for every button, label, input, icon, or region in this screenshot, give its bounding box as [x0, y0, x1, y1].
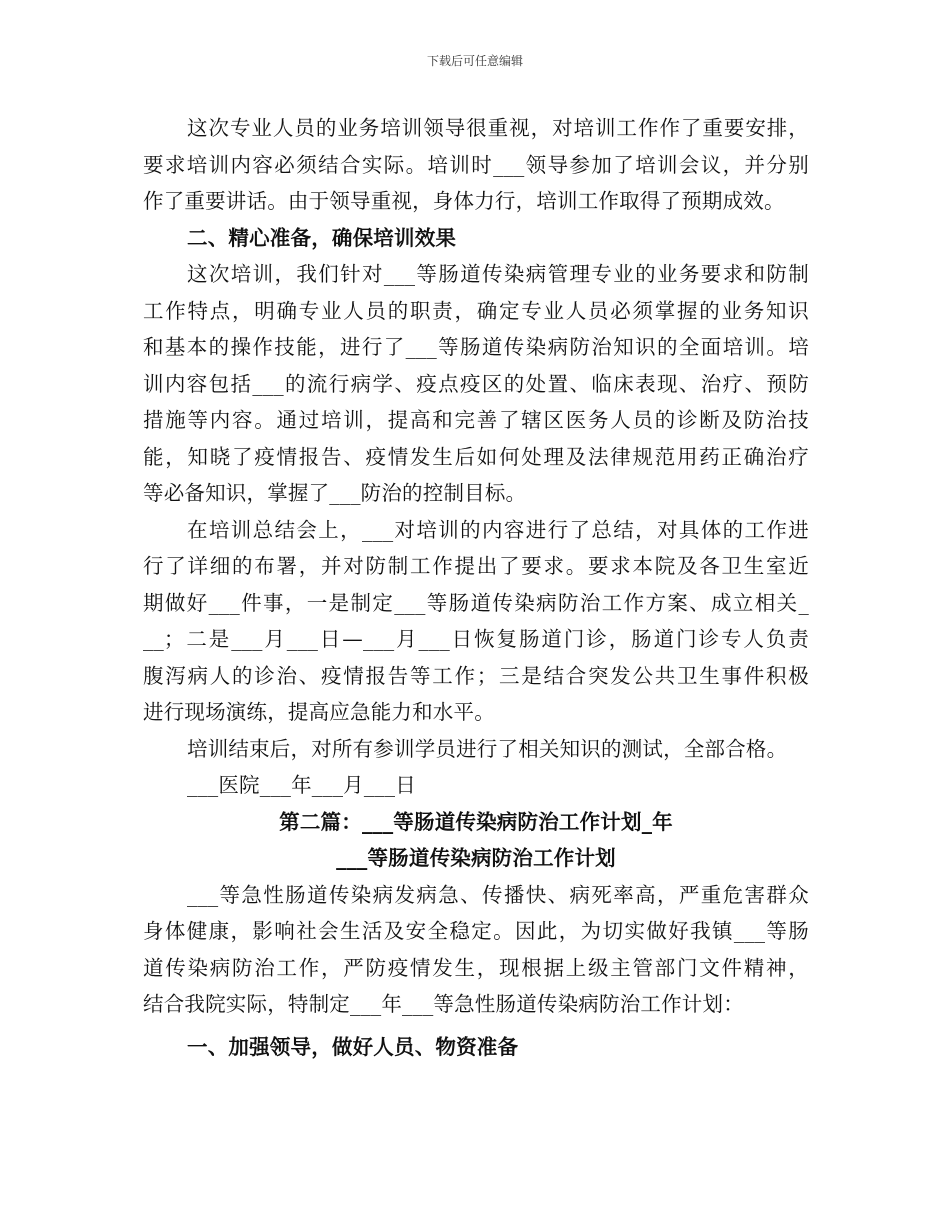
paragraph-line: 能，知晓了疫情报告、疫情发生后如何处理及法律规范用药正确治疗 — [143, 444, 809, 469]
paragraph-line: 行了详细的布署，并对防制工作提出了要求。要求本院及各卫生室近 — [143, 554, 809, 578]
paragraph-line: 工作特点，明确专业人员的职责，确定专业人员必须掌握的业务知识 — [143, 298, 809, 323]
paragraph-line: 要求培训内容必须结合实际。培训时___领导参加了培训会议，并分别 — [143, 152, 809, 177]
chapter-subtitle: ___等肠道传染病防治工作计划 — [336, 846, 616, 870]
paragraph-line: 结合我院实际，特制定___年___等急性肠道传染病防治工作计划： — [143, 992, 744, 1016]
section-heading: 二、精心准备，确保培训效果 — [187, 225, 457, 250]
chapter-title: 第二篇：___等肠道传染病防治工作计划_年 — [279, 809, 673, 834]
paragraph-line: 培训结束后，对所有参训学员进行了相关知识的测试，全部合格。 — [187, 736, 788, 761]
section-heading: 一、加强领导，做好人员、物资准备 — [187, 1034, 519, 1059]
paragraph-line: ___等急性肠道传染病发病急、传播快、病死率高，严重危害群众 — [187, 882, 809, 907]
document-body — [143, 110, 809, 1065]
paragraph-line: 这次专业人员的业务培训领导很重视，对培训工作作了重要安排， — [187, 116, 809, 140]
paragraph-line: 道传染病防治工作，严防疫情发生，现根据上级主管部门文件精神， — [143, 955, 809, 980]
paragraph-line: 身体健康，影响社会生活及安全稳定。因此，为切实做好我镇___等肠 — [143, 919, 809, 943]
paragraph-line: 等必备知识，掌握了___防治的控制目标。 — [143, 481, 527, 505]
paragraph-line: 进行现场演练，提高应急能力和水平。 — [143, 700, 495, 724]
signature-date-line: ___医院___年___月___日 — [187, 773, 416, 797]
paragraph-line: 作了重要讲话。由于领导重视，身体力行，培训工作取得了预期成效。 — [143, 189, 785, 213]
paragraph-line: 这次培训，我们针对___等肠道传染病管理专业的业务要求和防制 — [187, 262, 809, 286]
paragraph-line: 腹泻病人的诊治、疫情报告等工作；三是结合突发公共卫生事件积极 — [143, 663, 809, 688]
paragraph-line: 在培训总结会上，___对培训的内容进行了总结，对具体的工作进 — [187, 517, 809, 542]
page-header-note: 下载后可任意编辑 — [426, 54, 523, 68]
paragraph-line: __；二是___月___日—___月___日恢复肠道门诊，肠道门诊专人负责 — [143, 627, 809, 651]
paragraph-line: 训内容包括___的流行病学、疫点疫区的处置、临床表现、治疗、预防 — [143, 371, 809, 396]
paragraph-line: 和基本的操作技能，进行了___等肠道传染病防治知识的全面培训。培 — [143, 335, 809, 359]
paragraph-line: 措施等内容。通过培训，提高和完善了辖区医务人员的诊断及防治技 — [143, 408, 809, 432]
paragraph-line: 期做好___件事，一是制定___等肠道传染病防治工作方案、成立相关_ — [143, 590, 809, 615]
